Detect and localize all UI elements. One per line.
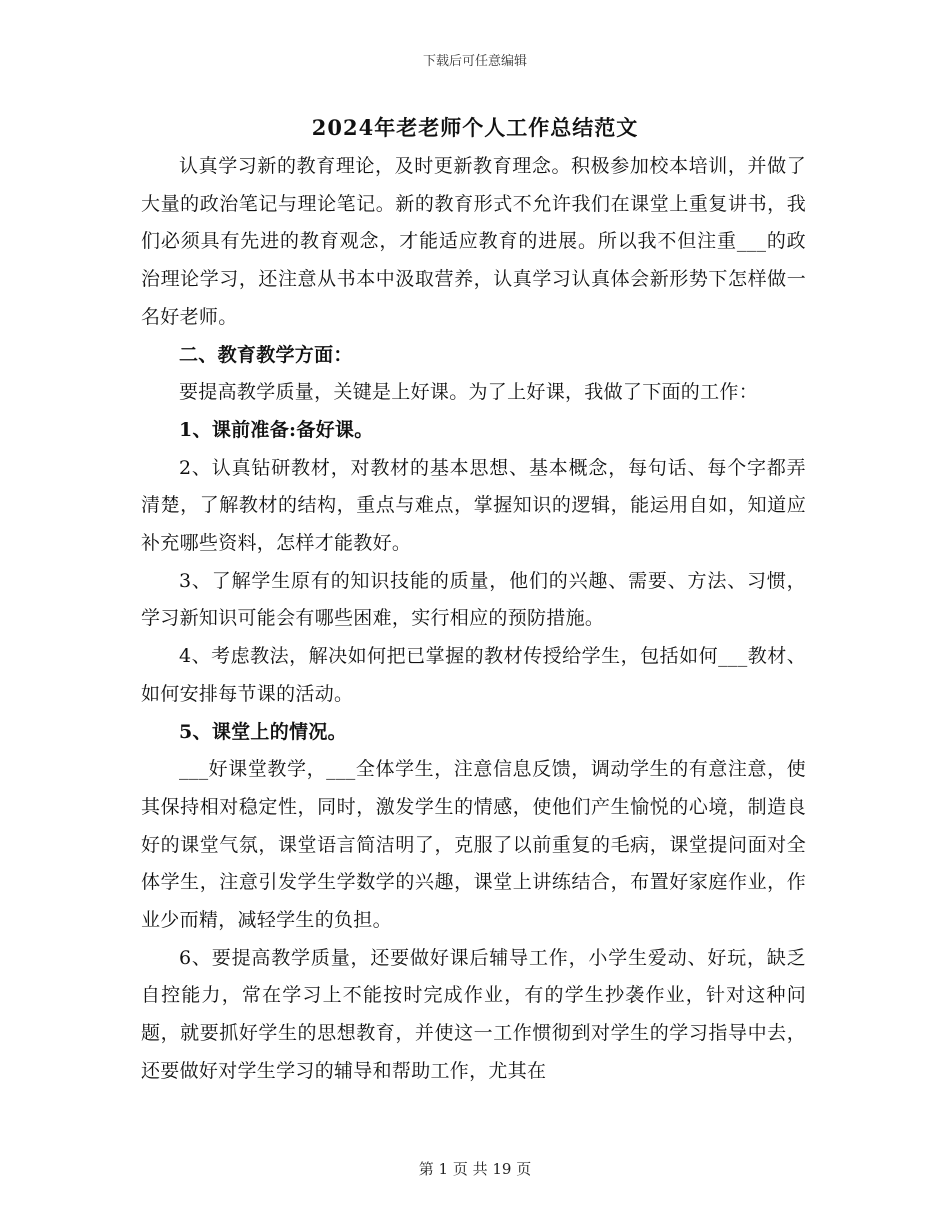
section-heading-classroom: 5、课堂上的情况。 — [179, 720, 347, 743]
paragraph-teaching-quality: 要提高教学质量，关键是上好课。为了上好课，我做了下面的工作： — [179, 381, 759, 404]
document-body — [141, 148, 806, 1091]
page-number-footer: 第 1 页 共 19 页 — [418, 1160, 532, 1178]
paragraph-after-class-tutoring: 6、要提高教学质量，还要做好课后辅导工作，小学生爱动、好玩，缺乏自控能力，常在学习上不能按时完成作业，有的学生抄袭作业，针对这种问题，就要抓好学生的思想教育，并使这一工作惯彻到对学生的学习指导中去，还要做好对学生学习的辅导和帮助工作，尤其在 — [141, 946, 806, 1082]
page-header-note: 下载后可任意编辑 — [422, 54, 527, 69]
paragraph-know-students: 3、了解学生原有的知识技能的质量，他们的兴趣、需要、方法、习惯，学习新知识可能会有哪些困难，实行相应的预防措施。 — [141, 569, 806, 630]
document-title: 2024年老老师个人工作总结范文 — [311, 115, 639, 140]
paragraph-classroom-teaching: ___好课堂教学，___全体学生，注意信息反馈，调动学生的有意注意，使其保持相对稳定性，同时，激发学生的情感，使他们产生愉悦的心境，制造良好的课堂气氛，课堂语言简洁明了，克服了以前重复的毛病，课堂提问面对全体学生，注意引发学生学数学的兴趣，课堂上讲练结合，布置好家庭作业，作业少而精，减轻学生的负担。 — [141, 758, 806, 932]
section-heading-lesson-prep: 1、课前准备:备好课。 — [179, 418, 374, 441]
paragraph-teaching-method: 4、考虑教法，解决如何把已掌握的教材传授给学生，包括如何___教材、如何安排每节课的活动。 — [141, 645, 806, 705]
section-heading-teaching: 二、教育教学方面： — [179, 343, 353, 366]
paragraph-study-materials: 2、认真钻研教材，对教材的基本思想、基本概念，每句话、每个字都弄清楚，了解教材的结构，重点与难点，掌握知识的逻辑，能运用自如，知道应补充哪些资料，怎样才能教好。 — [141, 456, 806, 555]
paragraph-theory-study: 认真学习新的教育理论，及时更新教育理念。积极参加校本培训，并做了大量的政治笔记与理论笔记。新的教育形式不允许我们在课堂上重复讲书，我们必须具有先进的教育观念，才能适应教育的进展。所以我不但注重___的政治理论学习，还注意从书本中汲取营养，认真学习认真体会新形势下怎样做一名好老师。 — [141, 155, 806, 328]
